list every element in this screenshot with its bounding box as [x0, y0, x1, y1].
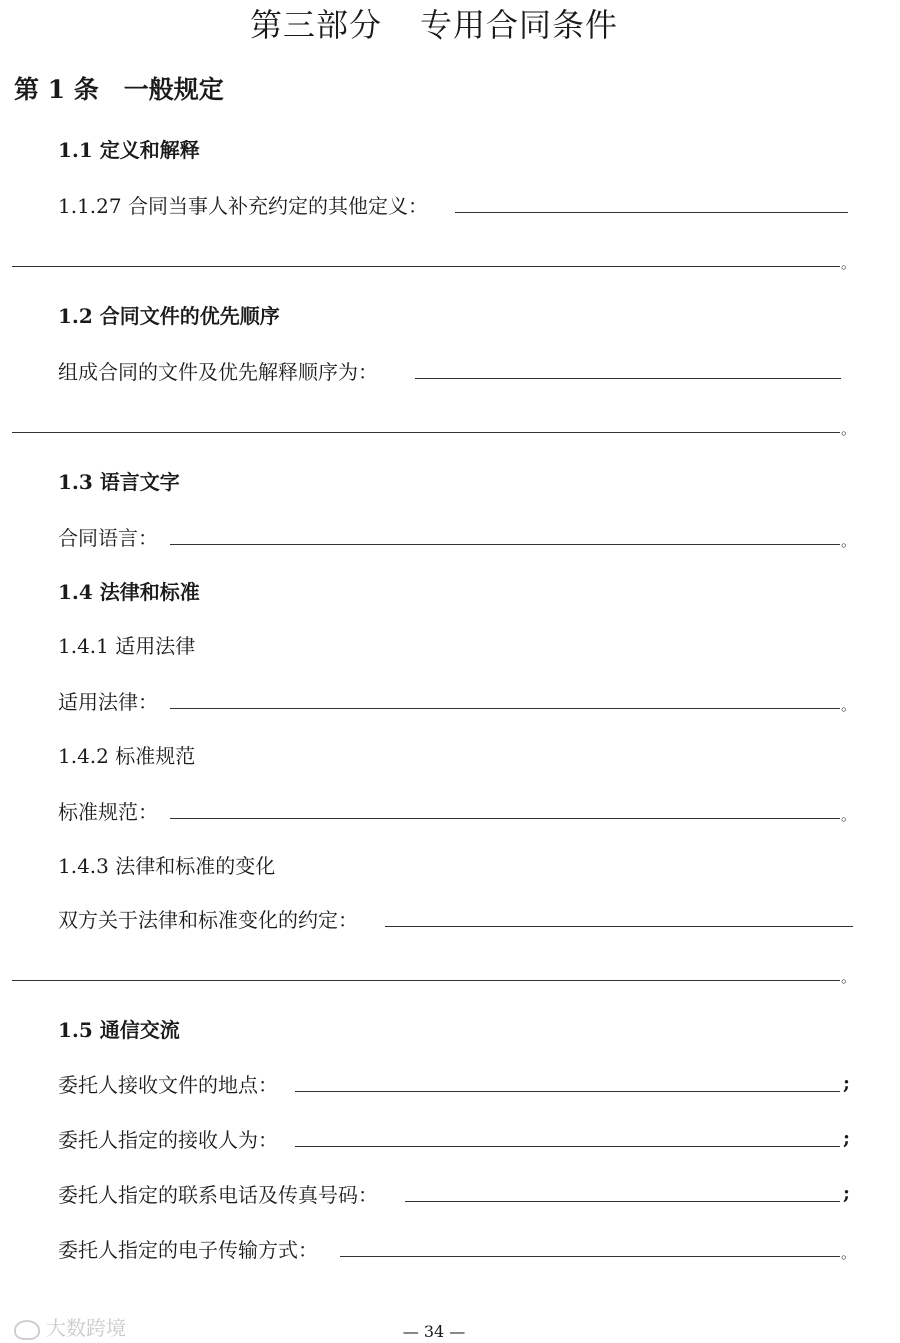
title-part: 第三部分 — [249, 6, 382, 44]
field-label-1-5-b: 委托人指定的接收人为： — [58, 1128, 278, 1152]
field-label-1-4-3: 双方关于法律和标准变化的约定： — [58, 908, 358, 932]
page-title — [0, 0, 868, 46]
fill-line-1-5-d[interactable] — [340, 1256, 840, 1257]
fill-line-1-4-2[interactable] — [170, 818, 840, 819]
field-label-1-3: 合同语言： — [58, 526, 158, 550]
field-label-1-5-d: 委托人指定的电子传输方式： — [58, 1238, 318, 1262]
field-label-1-5-c: 委托人指定的联系电话及传真号码： — [58, 1183, 378, 1207]
section-heading-1-4: 1.4 法律和标准 — [58, 580, 200, 604]
section-heading-1-1: 1.1 定义和解释 — [58, 138, 200, 162]
period-mark: 。 — [841, 254, 857, 272]
section-heading-1-2: 1.2 合同文件的优先顺序 — [58, 304, 280, 328]
fill-line-1-2[interactable] — [415, 378, 841, 379]
title-name: 专用合同条件 — [420, 6, 619, 44]
subsection-1-4-1: 1.4.1 适用法律 — [58, 634, 196, 658]
field-label-1-5-a: 委托人接收文件的地点： — [58, 1073, 278, 1097]
fill-line-1-4-1[interactable] — [170, 708, 840, 709]
period-mark: 。 — [841, 968, 857, 986]
field-label-1-4-2: 标准规范： — [58, 800, 158, 824]
section-heading-1-3: 1.3 语言文字 — [58, 470, 180, 494]
fill-line-1-4-3-cont[interactable] — [12, 980, 840, 981]
semicolon-mark: ; — [843, 1072, 851, 1094]
field-label-1-4-1: 适用法律： — [58, 690, 158, 714]
field-label-1-2: 组成合同的文件及优先解释顺序为： — [58, 360, 378, 384]
fill-line-1-2-cont[interactable] — [12, 432, 840, 433]
section-heading-1-5: 1.5 通信交流 — [58, 1018, 180, 1042]
fill-line-1-1-27-cont[interactable] — [12, 266, 840, 267]
period-mark: 。 — [841, 1244, 857, 1262]
field-label-1-1-27: 1.1.27 合同当事人补充约定的其他定义： — [58, 194, 428, 218]
fill-line-1-4-3[interactable] — [385, 926, 853, 927]
semicolon-mark: ; — [843, 1127, 851, 1149]
semicolon-mark: ; — [843, 1182, 851, 1204]
fill-line-1-5-b[interactable] — [295, 1146, 840, 1147]
watermark-text: 大数跨境 — [46, 1316, 126, 1340]
fill-line-1-3[interactable] — [170, 544, 840, 545]
period-mark: 。 — [841, 696, 857, 714]
fill-line-1-5-c[interactable] — [405, 1201, 840, 1202]
period-mark: 。 — [841, 420, 857, 438]
fill-line-1-5-a[interactable] — [295, 1091, 840, 1092]
period-mark: 。 — [841, 532, 857, 550]
page-number: — 34 — — [402, 1322, 466, 1341]
period-mark: 。 — [841, 806, 857, 824]
fill-line-1-1-27[interactable] — [455, 212, 848, 213]
subsection-1-4-2: 1.4.2 标准规范 — [58, 744, 196, 768]
subsection-1-4-3: 1.4.3 法律和标准的变化 — [58, 854, 276, 878]
article-heading: 第 1 条 一般规定 — [14, 75, 224, 104]
